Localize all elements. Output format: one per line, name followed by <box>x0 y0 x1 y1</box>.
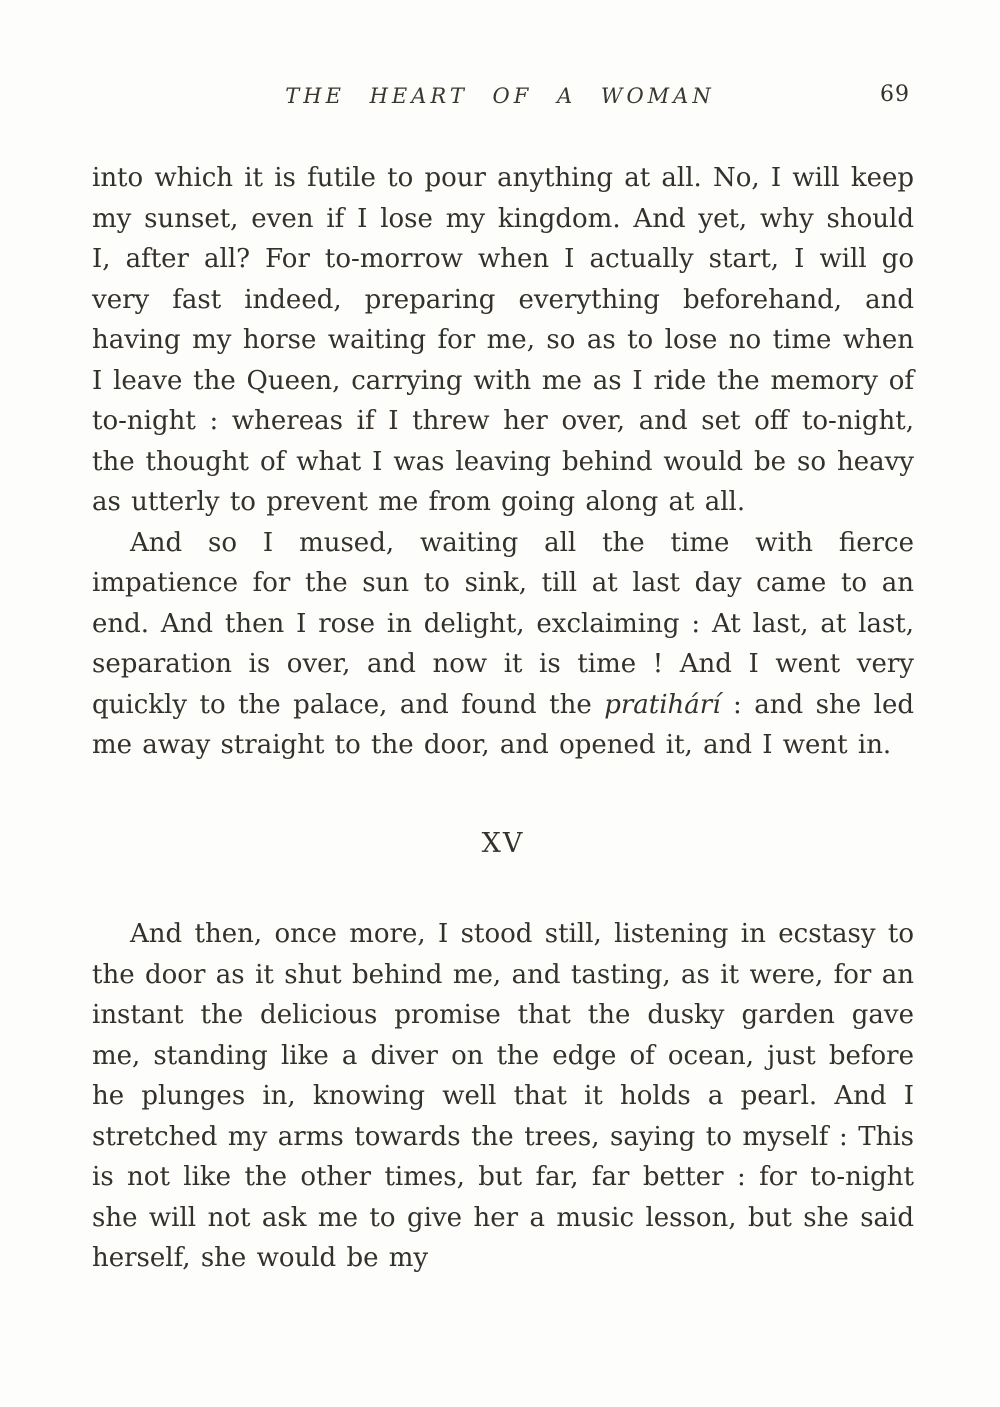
italic-term: pratihárí <box>604 689 721 720</box>
page-number: 69 <box>880 82 910 107</box>
paragraph <box>92 523 914 766</box>
paragraph: And then, once more, I stood still, listening in ecstasy to the door as it shut behind me, and tasting, as it were, for an instant the delicious promise that the dusky garden gave me, standing like a diver on the edge of ocean, just before he plunges in, knowing well that it holds a pearl. And I stretched my arms towards the trees, saying to myself : This is not like the other times, but far, far better : for to-night she will not ask me to give her a music lesson, but she said herself, she would be my <box>92 919 914 1273</box>
section-heading: XV <box>481 827 525 859</box>
page-body <box>0 158 1000 1279</box>
text-run: : and she led me away straight to the door, and opened it, and I went in. <box>92 689 914 760</box>
paragraph-continuation: into which it is futile to pour anything at all. No, I will keep my sunset, even if I lose my kingdom. And yet, why should I, after all? For to-morrow when I actually start, I will go very fast indeed, preparing everything beforehand, and having my horse waiting for me, so as to lose no time when I leave the Queen, carrying with me as I ride the memory of to-night : whereas if I threw her over, and set off to-night, the thought of what I was leaving behind would be so heavy as utterly to prevent me from going along at all. <box>92 163 914 517</box>
running-title: THE HEART OF A WOMAN <box>285 84 715 108</box>
page-header <box>0 0 1000 118</box>
text-run: And so I mused, waiting all the time with fierce impatience for the sun to sink, till at last day came to an end. And then I rose in delight, exclaiming : At last, at last, separation is over, and now it is time ! And I went very quickly to the palace, and found the <box>92 527 914 720</box>
